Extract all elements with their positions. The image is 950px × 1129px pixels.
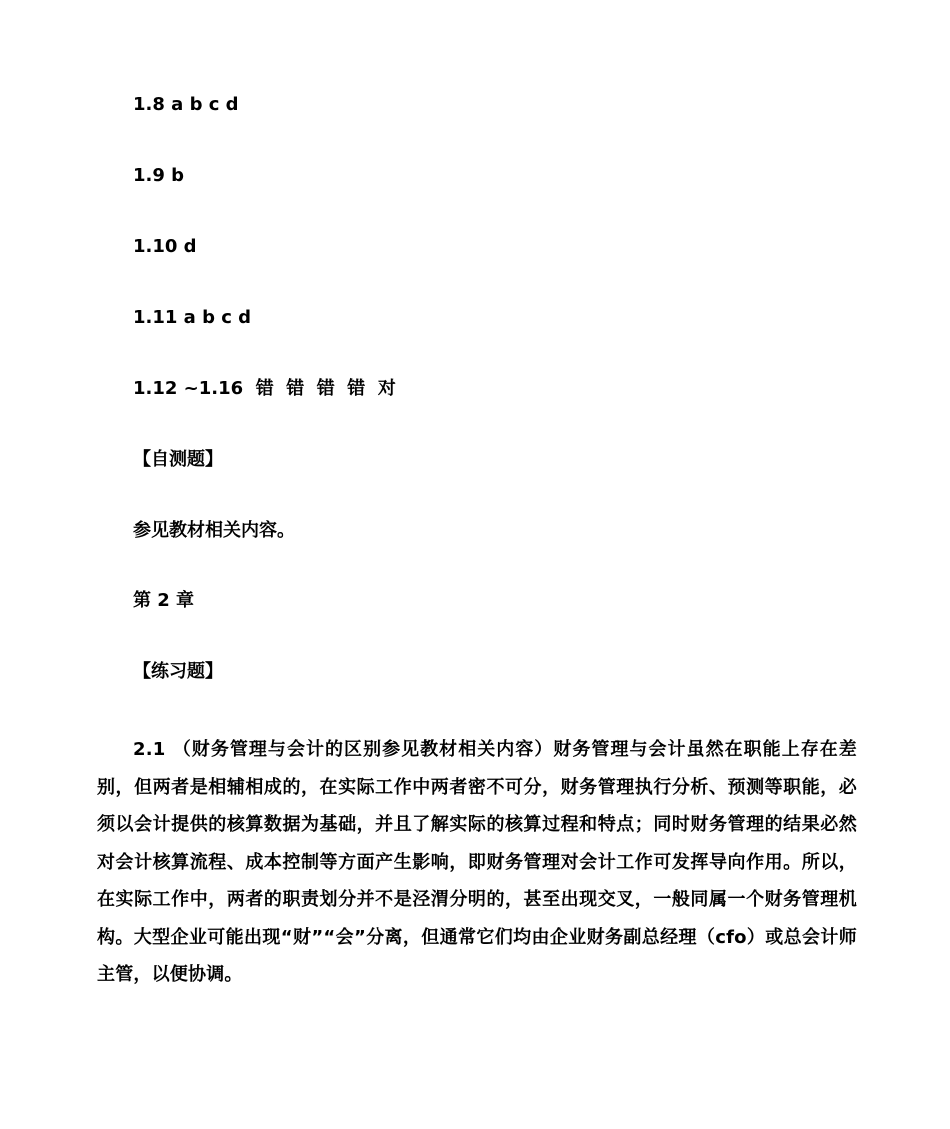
self-test-text: 参见教材相关内容。 (133, 520, 295, 541)
exercise-heading: 【练习题】 (133, 661, 223, 682)
paragraph-2-1: 2.1 （财务管理与会计的区别参见教材相关内容）财务管理与会计虽然在职能上存在差别，但两者是相辅相成的，在实际工作中两者密不可分，财务管理执行分析、预测等职能，必须以会计提供的核算数据为基础，并且了解实际的核算过程和特点；同时财务管理的结果必然对会计核算流程、成本控制等方面产生影响，即财务管理对会计工作可发挥导向作用。所以，在实际工作中，两者的职责划分并不是泾渭分明的，甚至出现交叉，一般同属一个财务管理机构。大型企业可能出现“财”“会”分离，但通常它们均由企业财务副总经理（cfo）或总会计师主管，以便协调。 (97, 739, 857, 985)
chapter-title: 第 2 章 (133, 590, 195, 611)
answer-1-10: 1.10 d (133, 236, 197, 257)
answer-1-12-to-1-16: 1.12 ~1.16 错 错 错 错 对 (133, 378, 396, 399)
answer-1-11: 1.11 a b c d (133, 307, 252, 328)
answer-1-8: 1.8 a b c d (133, 94, 239, 115)
answer-1-9: 1.9 b (133, 165, 185, 186)
self-test-heading: 【自测题】 (133, 449, 223, 470)
